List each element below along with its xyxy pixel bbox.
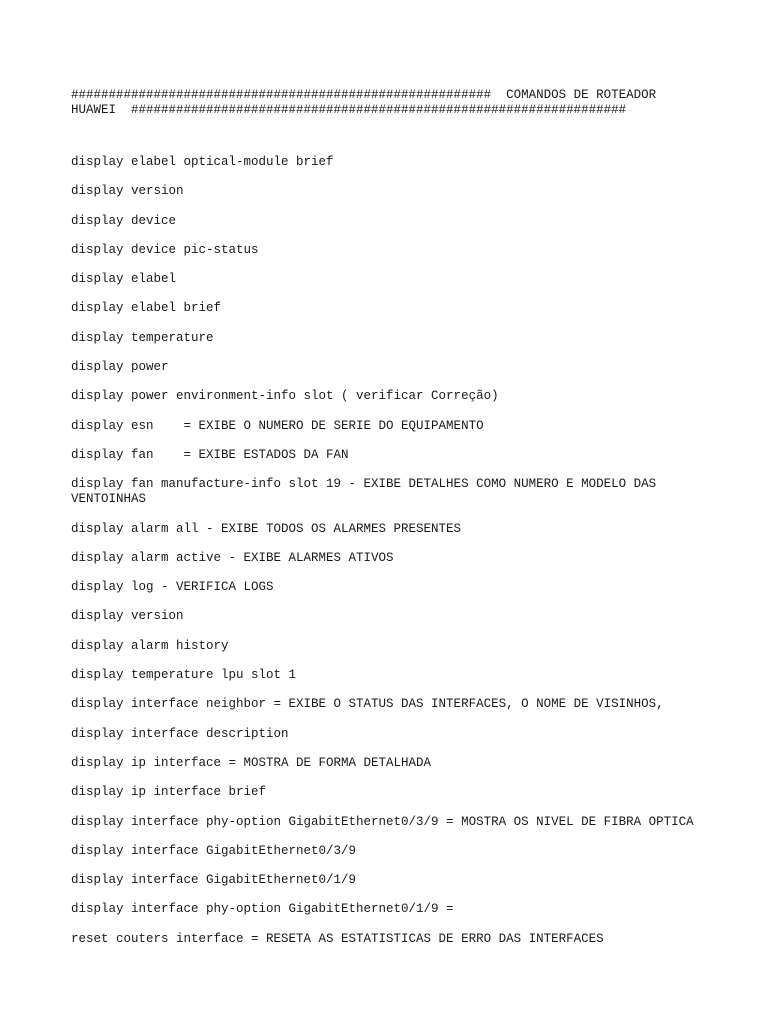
- command-line: display alarm active - EXIBE ALARMES ATIVOS: [71, 550, 394, 565]
- command-line: display ip interface = MOSTRA DE FORMA DETALHADA: [71, 755, 432, 770]
- document-body: [71, 88, 711, 961]
- command-line: display device: [71, 213, 177, 228]
- command-line: display alarm all - EXIBE TODOS OS ALARMES PRESENTES: [71, 521, 462, 536]
- command-line: display alarm history: [71, 638, 229, 653]
- command-line: display elabel: [71, 272, 177, 287]
- command-line: display device pic-status: [71, 242, 259, 257]
- command-line: display interface neighbor = EXIBE O STATUS DAS INTERFACES, O NOME DE VISINHOS,: [71, 697, 664, 712]
- command-line: display elabel optical-module brief: [71, 155, 334, 169]
- command-line: display interface description: [71, 726, 289, 741]
- command-line: display version: [71, 184, 184, 199]
- command-line: display power environment-info slot ( verificar Correção): [71, 389, 499, 404]
- command-line: reset couters interface = RESETA AS ESTATISTICAS DE ERRO DAS INTERFACES: [71, 931, 604, 946]
- command-line: display power: [71, 360, 169, 375]
- command-line: display temperature lpu slot 1: [71, 668, 297, 683]
- command-line: display elabel brief: [71, 301, 222, 316]
- command-line: display interface GigabitEthernet0/3/9: [71, 843, 357, 858]
- command-line: display version: [71, 609, 184, 624]
- command-line: display interface phy-option GigabitEthernet0/3/9 = MOSTRA OS NIVEL DE FIBRA OPTICA: [71, 814, 694, 829]
- command-line: display fan = EXIBE ESTADOS DA FAN: [71, 447, 349, 462]
- command-line: display ip interface brief: [71, 785, 267, 800]
- command-line: display interface phy-option GigabitEthernet0/1/9 =: [71, 902, 454, 917]
- command-line: display temperature: [71, 330, 214, 345]
- command-line: display interface GigabitEthernet0/1/9: [71, 873, 357, 888]
- command-line: display fan manufacture-info slot 19 - EXIBE DETALHES COMO NUMERO E MODELO DAS VENTOINHAS: [71, 477, 657, 507]
- command-list: [71, 155, 711, 947]
- command-line: display log - VERIFICA LOGS: [71, 580, 274, 595]
- command-line: display esn = EXIBE O NUMERO DE SERIE DO EQUIPAMENTO: [71, 418, 484, 433]
- document-title: ######################################################## COMANDOS DE ROTEADOR HUAWEI ##################################################################: [71, 88, 657, 117]
